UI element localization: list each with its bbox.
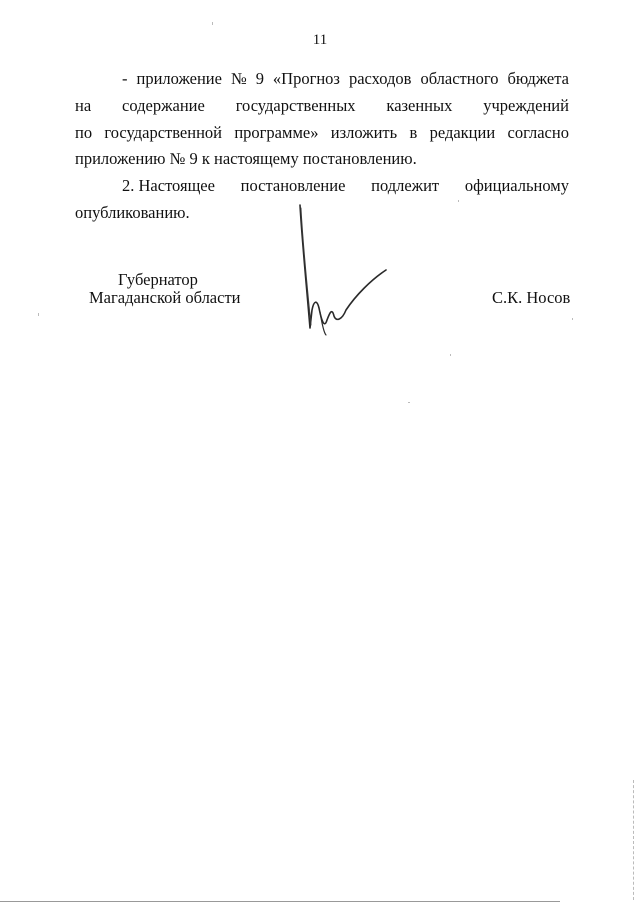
paragraph-line-5 <box>122 176 569 196</box>
scan-speck <box>450 354 451 356</box>
signatory-name: С.К. Носов <box>492 288 571 307</box>
scan-speck <box>212 22 213 25</box>
word: № <box>230 69 247 88</box>
word: учреждений <box>483 96 569 115</box>
word: на <box>75 96 92 115</box>
word: «Прогноз <box>272 69 340 88</box>
paragraph-line-1 <box>122 69 569 89</box>
word: казенных <box>386 96 453 115</box>
word: 2. Настоящее <box>122 176 215 195</box>
word: областного <box>420 69 499 88</box>
scan-speck <box>572 318 573 320</box>
word: официальному <box>464 176 569 195</box>
scan-speck <box>408 402 410 403</box>
paragraph-line-2 <box>75 96 569 116</box>
paragraph-line-4: приложению № 9 к настоящему постановлению. <box>75 149 417 168</box>
word: согласно <box>507 123 569 142</box>
word: - <box>122 69 128 88</box>
word: расходов <box>348 69 412 88</box>
paragraph-line-6: опубликованию. <box>75 203 190 222</box>
word: по <box>75 123 93 142</box>
word: государственной <box>104 123 223 142</box>
scan-bottom-edge <box>0 901 560 902</box>
page-number: 11 <box>312 32 328 48</box>
paragraph-line-3 <box>75 123 569 143</box>
signatory-title-line-1: Губернатор <box>118 270 198 289</box>
scan-speck <box>458 200 459 202</box>
word: бюджета <box>507 69 569 88</box>
word: 9 <box>255 69 264 88</box>
word: подлежит <box>371 176 440 195</box>
word: программе» <box>234 123 319 142</box>
word: содержание <box>122 96 205 115</box>
handwritten-signature <box>286 200 406 345</box>
word: приложение <box>136 69 222 88</box>
word: редакции <box>429 123 496 142</box>
word: в <box>409 123 418 142</box>
scan-edge-marks <box>633 780 635 900</box>
scan-speck <box>38 313 39 316</box>
signatory-title-line-2: Магаданской области <box>89 288 241 307</box>
word: государственных <box>235 96 356 115</box>
word: изложить <box>330 123 398 142</box>
word: постановление <box>240 176 346 195</box>
